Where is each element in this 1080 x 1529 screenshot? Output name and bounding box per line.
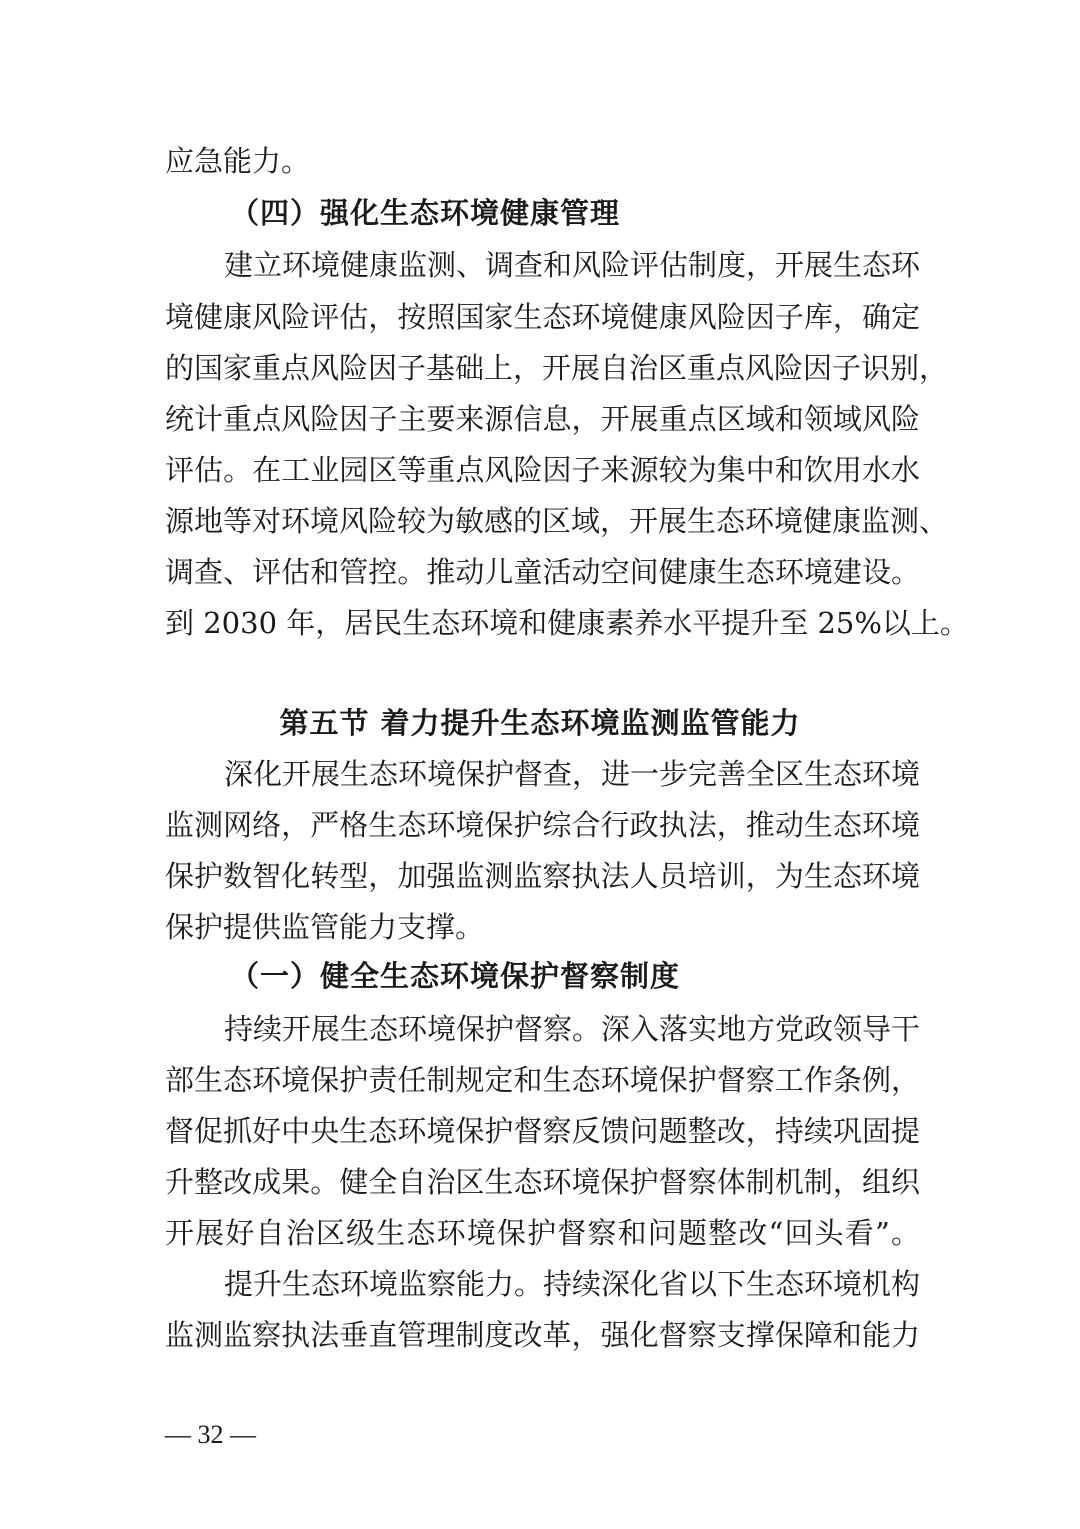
continued-paragraph-line: 应急能力。 [165, 144, 311, 178]
paragraph-line: 持续开展生态环境保护督察。深入落实地方党政领导干 [224, 1012, 921, 1046]
paragraph-line: 升整改成果。健全自治区生态环境保护督察体制机制，组织 [165, 1165, 920, 1199]
subsection-heading-4: （四）强化生态环境健康管理 [230, 196, 621, 230]
subsection-heading-1: （一）健全生态环境保护督察制度 [230, 959, 681, 993]
paragraph-line: 监测监察执法垂直管理制度改革，强化督察支撑保障和能力 [165, 1318, 920, 1352]
paragraph-line: 评估。在工业园区等重点风险因子来源较为集中和饮用水水 [165, 453, 920, 487]
paragraph-line: 深化开展生态环境保护督查，进一步完善全区生态环境 [224, 757, 921, 791]
section-heading-5: 第五节 着力提升生态环境监测监管能力 [279, 706, 801, 740]
paragraph-line: 保护数智化转型，加强监测监察执法人员培训，为生态环境 [165, 859, 920, 893]
paragraph-line: 开展好自治区级生态环境保护督察和问题整改“回头看”。 [165, 1216, 920, 1250]
paragraph-line: 调查、评估和管控。推动儿童活动空间健康生态环境建设。 [165, 555, 920, 589]
page-number: — 32 — [165, 1420, 256, 1449]
paragraph-line: 建立环境健康监测、调查和风险评估制度，开展生态环 [224, 248, 921, 282]
paragraph-line: 到 2030 年，居民生态环境和健康素养水平提升至 25%以上。 [165, 606, 969, 640]
paragraph-line: 部生态环境保护责任制规定和生态环境保护督察工作条例， [165, 1063, 920, 1097]
paragraph-line: 督促抓好中央生态环境保护督察反馈问题整改，持续巩固提 [165, 1114, 920, 1148]
paragraph-line: 的国家重点风险因子基础上，开展自治区重点风险因子识别， [165, 351, 949, 385]
paragraph-line: 保护提供监管能力支撑。 [165, 910, 485, 944]
paragraph-line: 监测网络，严格生态环境保护综合行政执法，推动生态环境 [165, 808, 920, 842]
paragraph-line: 境健康风险评估，按照国家生态环境健康风险因子库，确定 [165, 300, 920, 334]
paragraph-line: 提升生态环境监察能力。持续深化省以下生态环境机构 [224, 1267, 921, 1301]
paragraph-line: 源地等对环境风险较为敏感的区域，开展生态环境健康监测、 [165, 504, 949, 538]
paragraph-line: 统计重点风险因子主要来源信息，开展重点区域和领域风险 [165, 402, 920, 436]
